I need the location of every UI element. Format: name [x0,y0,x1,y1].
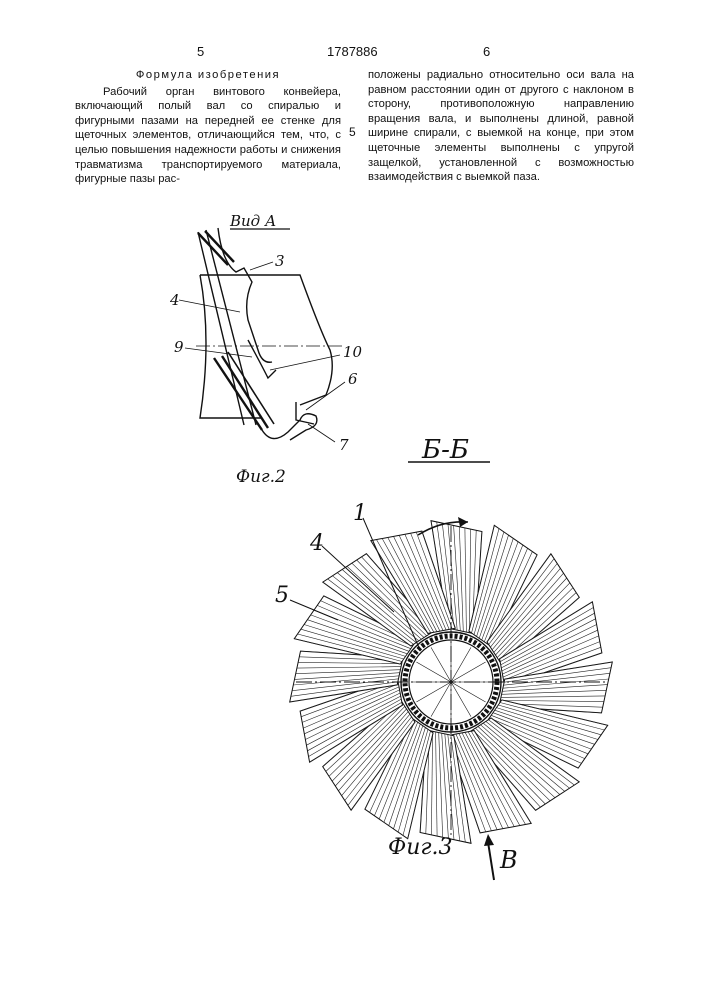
claims-paragraph-left: Рабочий орган винтового конвейера, включающий полый вал со спиралью и фигурными пазами на передней ее стенке для щеточных элементов, отличающийся тем, что, с целью повышения надежности работы и снижения травматизма транспортируемого материала, фигурные пазы рас- [75,85,341,186]
line-number-marker: 5 [349,125,356,139]
fig2-label-3: 3 [275,252,285,270]
section-label [408,435,490,465]
fig3-caption: Фиг.3 [388,835,453,860]
fig2-label-4: 4 [170,291,180,309]
fig3-label-5: 5 [275,583,289,608]
section-bb-label: Б-Б [422,435,469,465]
fig2-label-6: 6 [348,370,358,388]
fig2-view-label: Вид А [230,212,277,230]
page-number-left: 5 [197,44,205,59]
fig2-label-7: 7 [339,436,349,454]
claims-heading: Формула изобретения [135,69,281,81]
view-arrow [488,842,494,880]
fig2-caption: Фиг.2 [236,467,286,487]
fig3-label-4: 4 [310,531,324,556]
fig2-label-10: 10 [343,343,363,361]
fig3-label-1: 1 [353,501,367,526]
fig2-label-9: 9 [174,338,184,356]
claims-paragraph-right: положены радиально относительно оси вала на равном расстоянии один от другого с наклоном в сторону, противоположную направлению вращения вала, и выполнены длиной, равной ширине спирали, с выемкой на конце, при этом щеточные элементы выполнены с упругой защелкой, установленной с возможностью взаимодействия с выемкой паза. [368,69,634,184]
patent-number: 1787886 [327,44,378,59]
fig3-view-arrow-label: В [500,846,518,874]
figure-2 [179,228,345,442]
figure-3 [290,517,613,880]
page-number-right: 6 [483,44,491,59]
